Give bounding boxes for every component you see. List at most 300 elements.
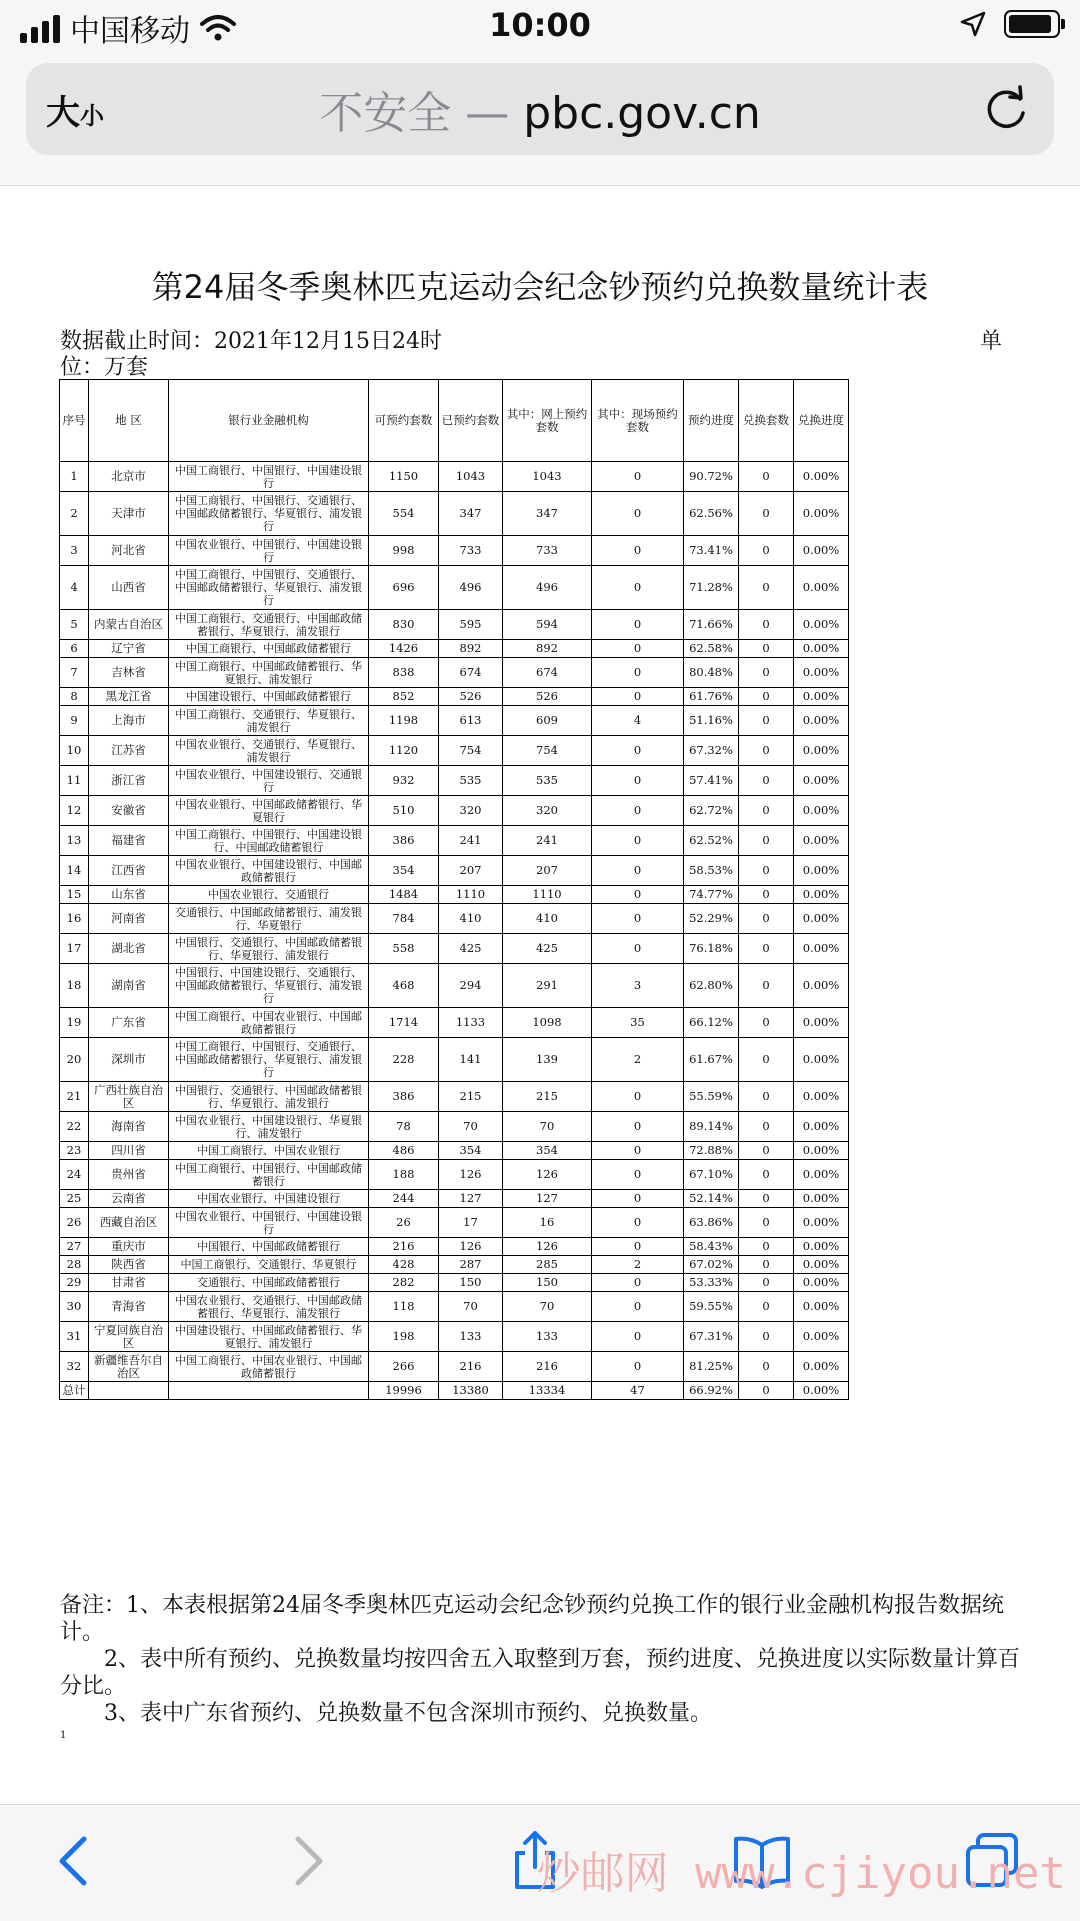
table-cell: 0 [739, 1274, 794, 1292]
carrier-name: 中国移动 [70, 14, 190, 49]
table-row [60, 536, 849, 566]
table-cell: 中国工商银行、交通银行、华夏银行 [169, 1256, 369, 1274]
table-row [60, 856, 849, 886]
table-cell: 347 [439, 492, 503, 536]
table-cell: 21 [60, 1082, 89, 1112]
table-cell: 0.00% [794, 736, 849, 766]
table-cell: 0 [592, 1190, 684, 1208]
table-cell: 754 [503, 736, 592, 766]
table-cell: 535 [439, 766, 503, 796]
table-cell: 0.00% [794, 1322, 849, 1352]
table-cell: 1110 [503, 886, 592, 904]
table-cell: 中国工商银行、中国银行、交通银行、中国邮政储蓄银行、华夏银行、浦发银行 [169, 1038, 369, 1082]
table-cell: 0.00% [794, 462, 849, 492]
table-cell: 0 [739, 1352, 794, 1382]
table-cell: 554 [369, 492, 439, 536]
table-row [60, 1322, 849, 1352]
table-cell: 70 [439, 1292, 503, 1322]
table-cell: 26 [369, 1208, 439, 1238]
table-cell: 0 [592, 904, 684, 934]
status-bar [0, 0, 1080, 55]
table-cell: 61.76% [684, 688, 739, 706]
document-page [0, 186, 1080, 1804]
back-icon[interactable] [46, 1831, 106, 1891]
table-cell: 0 [739, 610, 794, 640]
unit-label-b: 位：万套 [60, 355, 149, 380]
url-domain: pbc.gov.cn [523, 88, 761, 139]
table-cell: 67.31% [684, 1322, 739, 1352]
table-cell: 中国银行、中国建设银行、交通银行、中国邮政储蓄银行、华夏银行、浦发银行 [169, 964, 369, 1008]
table-cell: 0 [592, 1274, 684, 1292]
table-cell: 湖北省 [89, 934, 169, 964]
table-cell: 中国农业银行、交通银行、中国邮政储蓄银行、华夏银行、浦发银行 [169, 1292, 369, 1322]
table-cell: 830 [369, 610, 439, 640]
table-row [60, 1256, 849, 1274]
insecure-label: 不安全 — [319, 88, 510, 139]
table-cell: 30 [60, 1292, 89, 1322]
table-row [60, 736, 849, 766]
table-cell: 126 [439, 1238, 503, 1256]
table-cell: 67.32% [684, 736, 739, 766]
table-cell: 118 [369, 1292, 439, 1322]
table-cell: 31 [60, 1322, 89, 1352]
table-cell: 216 [439, 1352, 503, 1382]
table-cell: 216 [503, 1352, 592, 1382]
table-cell: 0.00% [794, 934, 849, 964]
watermark: 炒邮网 www.cjiyou.net [536, 1848, 1066, 1899]
table-cell: 0.00% [794, 566, 849, 610]
table-cell: 892 [439, 640, 503, 658]
table-cell: 15 [60, 886, 89, 904]
table-cell: 141 [439, 1038, 503, 1082]
table-cell: 0 [592, 492, 684, 536]
table-cell: 80.48% [684, 658, 739, 688]
table-cell: 0 [739, 1292, 794, 1322]
table-cell: 交通银行、中国邮政储蓄银行 [169, 1274, 369, 1292]
table-cell: 347 [503, 492, 592, 536]
table-cell: 62.58% [684, 640, 739, 658]
table-cell: 0 [592, 1208, 684, 1238]
document-title: 第24届冬季奥林匹克运动会纪念钞预约兑换数量统计表 [151, 268, 929, 306]
table-cell: 17 [60, 934, 89, 964]
table-cell: 0 [739, 492, 794, 536]
column-header: 其中：现场预约套数 [592, 380, 684, 462]
table-cell: 526 [503, 688, 592, 706]
table-cell: 中国工商银行、中国农业银行、中国邮政储蓄银行 [169, 1008, 369, 1038]
table-cell: 0 [592, 934, 684, 964]
table-cell: 江西省 [89, 856, 169, 886]
table-cell: 中国工商银行、中国银行、中国建设银行 [169, 462, 369, 492]
table-cell: 1098 [503, 1008, 592, 1038]
table-row [60, 796, 849, 826]
table-cell: 0 [592, 566, 684, 610]
table-cell: 215 [503, 1082, 592, 1112]
table-cell: 0.00% [794, 1190, 849, 1208]
table-cell: 0.00% [794, 1038, 849, 1082]
table-cell: 0.00% [794, 826, 849, 856]
table-cell: 0 [739, 796, 794, 826]
table-cell: 中国工商银行、中国银行、交通银行、中国邮政储蓄银行、华夏银行、浦发银行 [169, 492, 369, 536]
table-cell: 22 [60, 1112, 89, 1142]
table-cell: 57.41% [684, 766, 739, 796]
table-cell: 0.00% [794, 1238, 849, 1256]
table-cell: 2 [592, 1038, 684, 1082]
table-cell: 0 [739, 736, 794, 766]
table-row [60, 706, 849, 736]
table-cell: 0 [592, 462, 684, 492]
table-cell: 中国农业银行、交通银行 [169, 886, 369, 904]
forward-icon[interactable] [276, 1831, 336, 1891]
table-cell: 17 [439, 1208, 503, 1238]
table-cell: 52.14% [684, 1190, 739, 1208]
table-cell: 浙江省 [89, 766, 169, 796]
table-cell: 重庆市 [89, 1238, 169, 1256]
table-cell: 0 [739, 1256, 794, 1274]
table-cell: 26 [60, 1208, 89, 1238]
table-cell: 320 [439, 796, 503, 826]
column-header: 兑换套数 [739, 380, 794, 462]
table-cell: 62.52% [684, 826, 739, 856]
table-cell: 3 [60, 536, 89, 566]
address-bar[interactable] [26, 63, 1054, 155]
table-cell: 126 [503, 1238, 592, 1256]
table-cell: 0 [592, 826, 684, 856]
table-cell: 1133 [439, 1008, 503, 1038]
table-cell: 0.00% [794, 1160, 849, 1190]
table-cell: 1043 [503, 462, 592, 492]
table-row [60, 964, 849, 1008]
table-cell: 0 [592, 796, 684, 826]
table-cell: 70 [503, 1112, 592, 1142]
table-row [60, 1208, 849, 1238]
table-cell: 0.00% [794, 886, 849, 904]
table-cell: 216 [369, 1238, 439, 1256]
table-cell: 425 [503, 934, 592, 964]
table-cell: 0 [592, 1142, 684, 1160]
table-cell: 天津市 [89, 492, 169, 536]
table-row [60, 1274, 849, 1292]
table-cell: 0.00% [794, 964, 849, 1008]
table-row [60, 610, 849, 640]
table-cell: 595 [439, 610, 503, 640]
table-cell: 754 [439, 736, 503, 766]
table-cell: 496 [503, 566, 592, 610]
table-cell: 241 [503, 826, 592, 856]
table-cell: 0.00% [794, 1082, 849, 1112]
table-cell: 1120 [369, 736, 439, 766]
table-cell: 63.86% [684, 1208, 739, 1238]
table-cell: 中国工商银行、中国银行、中国建设银行、中国邮政储蓄银行 [169, 826, 369, 856]
table-cell: 内蒙古自治区 [89, 610, 169, 640]
table-cell: 0.00% [794, 766, 849, 796]
table-cell: 67.02% [684, 1256, 739, 1274]
table-cell: 0 [739, 640, 794, 658]
table-cell: 150 [439, 1274, 503, 1292]
table-cell: 中国工商银行、交通银行、中国邮政储蓄银行、华夏银行、浦发银行 [169, 610, 369, 640]
table-cell: 0 [739, 964, 794, 1008]
table-cell: 河南省 [89, 904, 169, 934]
table-cell: 0.00% [794, 1292, 849, 1322]
table-cell: 中国银行、中国邮政储蓄银行 [169, 1238, 369, 1256]
table-row [60, 1038, 849, 1082]
table-cell: 61.67% [684, 1038, 739, 1082]
table-cell: 410 [503, 904, 592, 934]
text-size-label-small: 小 [80, 102, 104, 130]
table-cell: 998 [369, 536, 439, 566]
table-cell: 0 [739, 1082, 794, 1112]
table-cell: 133 [503, 1322, 592, 1352]
column-header: 预约进度 [684, 380, 739, 462]
table-cell: 0 [592, 1322, 684, 1352]
table-cell: 0 [739, 566, 794, 610]
table-cell: 0 [592, 1352, 684, 1382]
table-cell: 0.00% [794, 610, 849, 640]
table-cell: 0 [739, 688, 794, 706]
table-cell: 386 [369, 826, 439, 856]
table-cell: 4 [592, 706, 684, 736]
table-cell: 70 [503, 1292, 592, 1322]
table-cell: 0 [739, 1382, 794, 1400]
table-cell: 0.00% [794, 1352, 849, 1382]
unit-label-a: 单 [980, 329, 1003, 354]
table-cell: 海南省 [89, 1112, 169, 1142]
table-cell: 188 [369, 1160, 439, 1190]
table-cell: 0 [739, 886, 794, 904]
table-cell: 1 [60, 462, 89, 492]
table-cell: 932 [369, 766, 439, 796]
table-cell: 58.53% [684, 856, 739, 886]
table-cell: 72.88% [684, 1142, 739, 1160]
table-cell: 0.00% [794, 688, 849, 706]
table-cell: 河北省 [89, 536, 169, 566]
table-cell: 291 [503, 964, 592, 1008]
table-cell: 0 [592, 1112, 684, 1142]
table-cell: 733 [439, 536, 503, 566]
table-cell: 安徽省 [89, 796, 169, 826]
table-cell: 1150 [369, 462, 439, 492]
table-cell: 0 [739, 536, 794, 566]
table-cell: 0.00% [794, 492, 849, 536]
table-cell: 2 [60, 492, 89, 536]
table-cell: 58.43% [684, 1238, 739, 1256]
table-cell: 中国建设银行、中国邮政储蓄银行 [169, 688, 369, 706]
table-cell: 53.33% [684, 1274, 739, 1292]
table-cell: 5 [60, 610, 89, 640]
bottom-toolbar [0, 1804, 1080, 1921]
table-cell: 0.00% [794, 1382, 849, 1400]
table-cell: 山东省 [89, 886, 169, 904]
table-cell: 0 [592, 1292, 684, 1322]
table-cell: 0.00% [794, 658, 849, 688]
table-cell: 湖南省 [89, 964, 169, 1008]
table-row [60, 904, 849, 934]
table-cell: 甘肃省 [89, 1274, 169, 1292]
table-cell: 354 [503, 1142, 592, 1160]
table-cell: 江苏省 [89, 736, 169, 766]
table-cell: 中国工商银行、中国银行、中国邮政储蓄银行 [169, 1160, 369, 1190]
table-cell: 35 [592, 1008, 684, 1038]
table-cell: 535 [503, 766, 592, 796]
table-cell: 428 [369, 1256, 439, 1274]
table-cell: 3 [592, 964, 684, 1008]
table-cell: 354 [369, 856, 439, 886]
table-cell: 285 [503, 1256, 592, 1274]
table-row [60, 1008, 849, 1038]
table-cell: 2 [592, 1256, 684, 1274]
table-cell: 0 [739, 1208, 794, 1238]
table-cell: 0.00% [794, 706, 849, 736]
table-cell: 青海省 [89, 1292, 169, 1322]
table-cell: 宁夏回族自治区 [89, 1322, 169, 1352]
note-3: 3、表中广东省预约、兑换数量不包含深圳市预约、兑换数量。 [104, 1701, 712, 1726]
column-header: 已预约套数 [439, 380, 503, 462]
table-cell: 70 [439, 1112, 503, 1142]
table-cell: 18 [60, 964, 89, 1008]
status-time: 10:00 [489, 6, 591, 44]
column-header: 兑换进度 [794, 380, 849, 462]
table-cell: 0 [592, 1238, 684, 1256]
table-cell: 62.72% [684, 796, 739, 826]
table-cell: 中国银行、交通银行、中国邮政储蓄银行、华夏银行、浦发银行 [169, 1082, 369, 1112]
table-cell: 127 [503, 1190, 592, 1208]
table-cell: 总计 [60, 1382, 89, 1400]
table-cell: 838 [369, 658, 439, 688]
table-cell: 0 [739, 462, 794, 492]
table-row [60, 658, 849, 688]
table-row [60, 1352, 849, 1382]
table-cell: 410 [439, 904, 503, 934]
table-cell: 中国银行、交通银行、中国邮政储蓄银行、华夏银行、浦发银行 [169, 934, 369, 964]
table-cell: 14 [60, 856, 89, 886]
table-row [60, 492, 849, 536]
table-cell: 52.29% [684, 904, 739, 934]
table-cell: 1426 [369, 640, 439, 658]
table-cell: 29 [60, 1274, 89, 1292]
table-cell: 215 [439, 1082, 503, 1112]
table-cell: 0.00% [794, 856, 849, 886]
table-cell: 中国农业银行、交通银行、华夏银行、浦发银行 [169, 736, 369, 766]
table-cell: 中国农业银行、中国建设银行、交通银行 [169, 766, 369, 796]
table-cell: 0 [739, 1238, 794, 1256]
column-header: 银行业金融机构 [169, 380, 369, 462]
table-cell: 0.00% [794, 1142, 849, 1160]
table-cell: 66.92% [684, 1382, 739, 1400]
table-cell: 0 [739, 1142, 794, 1160]
table-cell: 150 [503, 1274, 592, 1292]
battery-icon [1004, 10, 1060, 38]
table-cell: 78 [369, 1112, 439, 1142]
table-cell: 0 [592, 640, 684, 658]
table-cell: 黑龙江省 [89, 688, 169, 706]
table-cell: 139 [503, 1038, 592, 1082]
table-cell: 81.25% [684, 1352, 739, 1382]
table-cell: 中国农业银行、中国建设银行、中国邮政储蓄银行 [169, 856, 369, 886]
table-cell: 126 [439, 1160, 503, 1190]
table-cell: 10 [60, 736, 89, 766]
table-cell: 127 [439, 1190, 503, 1208]
table-cell: 北京市 [89, 462, 169, 492]
table-cell: 云南省 [89, 1190, 169, 1208]
table-cell: 7 [60, 658, 89, 688]
table-cell: 74.77% [684, 886, 739, 904]
table-row [60, 766, 849, 796]
table-cell: 交通银行、中国邮政储蓄银行、浦发银行、华夏银行 [169, 904, 369, 934]
table-row [60, 566, 849, 610]
table-cell: 51.16% [684, 706, 739, 736]
table-cell: 0 [592, 1160, 684, 1190]
table-cell: 486 [369, 1142, 439, 1160]
table-cell: 8 [60, 688, 89, 706]
table-cell: 中国农业银行、中国建设银行 [169, 1190, 369, 1208]
table-row [60, 1160, 849, 1190]
table-cell: 0.00% [794, 536, 849, 566]
table-cell: 282 [369, 1274, 439, 1292]
table-cell: 0.00% [794, 640, 849, 658]
note-1: 备注：1、本表根据第24届冬季奥林匹克运动会纪念钞预约兑换工作的银行业金融机构报告数据统计。 [60, 1593, 1004, 1645]
table-cell: 241 [439, 826, 503, 856]
table-cell: 0 [739, 658, 794, 688]
table-cell: 广西壮族自治区 [89, 1082, 169, 1112]
table-cell: 32 [60, 1352, 89, 1382]
table-cell: 696 [369, 566, 439, 610]
table-cell: 16 [60, 904, 89, 934]
table-cell: 89.14% [684, 1112, 739, 1142]
table-cell: 609 [503, 706, 592, 736]
table-cell: 中国工商银行、中国邮政储蓄银行 [169, 640, 369, 658]
table-cell: 中国工商银行、交通银行、华夏银行、浦发银行 [169, 706, 369, 736]
table-cell: 0 [739, 1322, 794, 1352]
url-display[interactable] [26, 77, 1054, 141]
table-cell [89, 1382, 169, 1400]
table-cell: 19996 [369, 1382, 439, 1400]
table-cell: 674 [439, 658, 503, 688]
table-row [60, 934, 849, 964]
table-row [60, 1190, 849, 1208]
table-cell: 425 [439, 934, 503, 964]
table-cell: 0.00% [794, 1008, 849, 1038]
table-cell: 207 [503, 856, 592, 886]
table-cell: 0 [592, 736, 684, 766]
page-number: 1 [60, 1730, 67, 1741]
table-cell: 1110 [439, 886, 503, 904]
reload-icon[interactable] [980, 83, 1032, 135]
table-cell: 784 [369, 904, 439, 934]
table-cell: 20 [60, 1038, 89, 1082]
table-cell: 0.00% [794, 1112, 849, 1142]
table-cell: 0 [592, 536, 684, 566]
notes-section [60, 1592, 1030, 1727]
table-row [60, 1292, 849, 1322]
table-cell: 9 [60, 706, 89, 736]
table-cell: 0.00% [794, 904, 849, 934]
table-cell: 深圳市 [89, 1038, 169, 1082]
browser-chrome [0, 55, 1080, 186]
table-cell: 66.12% [684, 1008, 739, 1038]
location-arrow-icon [960, 11, 986, 37]
table-cell: 中国农业银行、中国银行、中国建设银行 [169, 1208, 369, 1238]
statistics-table [59, 379, 849, 1400]
table-row [60, 1238, 849, 1256]
table-cell: 294 [439, 964, 503, 1008]
table-cell: 133 [439, 1322, 503, 1352]
table-cell: 4 [60, 566, 89, 610]
table-cell: 510 [369, 796, 439, 826]
table-cell: 0 [592, 610, 684, 640]
table-cell: 23 [60, 1142, 89, 1160]
table-cell: 0 [739, 1160, 794, 1190]
table-cell: 0.00% [794, 1274, 849, 1292]
table-cell: 0 [739, 706, 794, 736]
